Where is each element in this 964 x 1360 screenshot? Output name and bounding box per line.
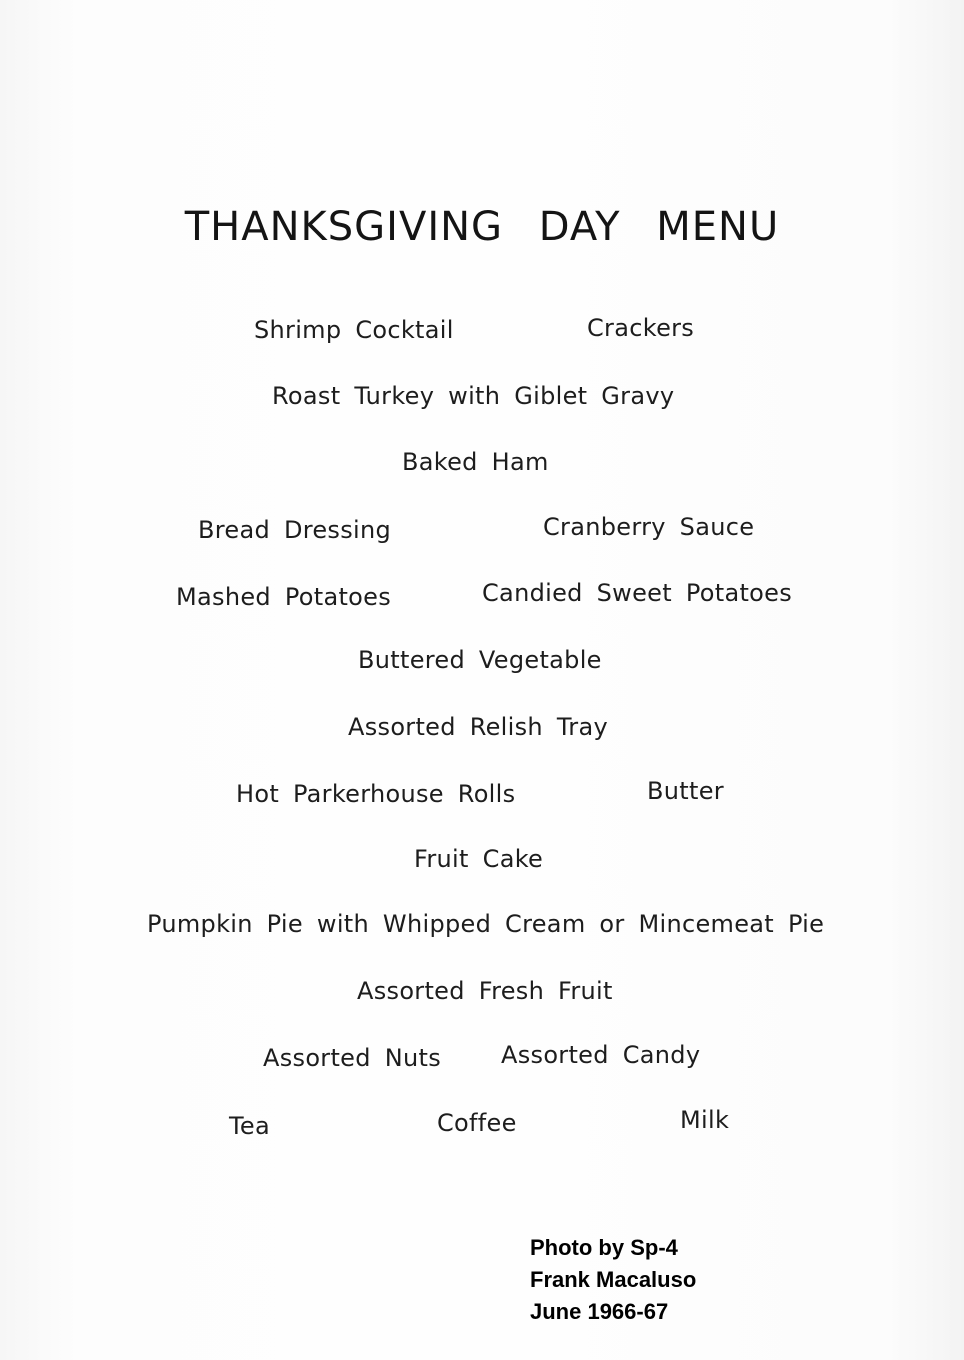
photo-credit-line-3: June 1966-67 <box>530 1299 669 1324</box>
photo-credit-line-1: Photo by Sp-4 <box>530 1235 678 1260</box>
menu-item-assorted-candy: Assorted Candy <box>501 1041 701 1069</box>
menu-item-coffee: Coffee <box>437 1109 517 1137</box>
menu-item-candied-sweet-potatoes: Candied Sweet Potatoes <box>482 579 793 607</box>
menu-item-roast-turkey: Roast Turkey with Giblet Gravy <box>272 382 675 410</box>
menu-item-tea: Tea <box>229 1112 270 1140</box>
menu-item-buttered-vegetable: Buttered Vegetable <box>358 646 602 674</box>
menu-item-crackers: Crackers <box>587 314 695 342</box>
menu-item-bread-dressing: Bread Dressing <box>198 516 392 544</box>
menu-item-pumpkin-pie: Pumpkin Pie with Whipped Cream or Mincemeat Pie <box>147 910 825 938</box>
menu-item-fruit-cake: Fruit Cake <box>414 845 544 873</box>
menu-item-fresh-fruit: Assorted Fresh Fruit <box>357 977 613 1005</box>
menu-item-butter: Butter <box>647 777 724 805</box>
menu-item-cranberry-sauce: Cranberry Sauce <box>543 513 755 541</box>
menu-item-relish-tray: Assorted Relish Tray <box>348 713 608 741</box>
menu-item-baked-ham: Baked Ham <box>402 448 549 476</box>
menu-title: THANKSGIVING DAY MENU <box>184 204 780 250</box>
menu-item-shrimp-cocktail: Shrimp Cocktail <box>254 316 454 344</box>
menu-item-assorted-nuts: Assorted Nuts <box>263 1044 441 1072</box>
menu-item-milk: Milk <box>680 1106 730 1134</box>
photo-credit <box>530 1232 696 1328</box>
menu-item-parkerhouse-rolls: Hot Parkerhouse Rolls <box>236 780 516 808</box>
menu-item-mashed-potatoes: Mashed Potatoes <box>176 583 392 611</box>
photo-credit-line-2: Frank Macaluso <box>530 1267 697 1292</box>
